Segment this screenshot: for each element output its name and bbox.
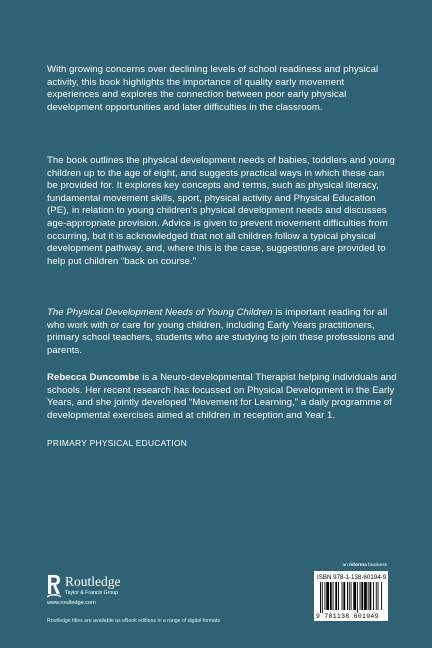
barcode-bar bbox=[322, 582, 323, 613]
publisher-url: www.routledge.com bbox=[47, 600, 96, 606]
author-bio bbox=[47, 372, 397, 422]
isbn-number: ISBN 978-1-138-60194-9 bbox=[317, 574, 387, 581]
barcode-bar bbox=[360, 582, 361, 610]
barcode-bar bbox=[381, 582, 382, 610]
barcode-bar bbox=[330, 582, 332, 610]
routledge-r-icon bbox=[47, 574, 61, 599]
barcode-bar bbox=[378, 582, 379, 610]
barcode-bar bbox=[370, 582, 372, 610]
barcode-bar bbox=[338, 582, 339, 610]
barcode-bar bbox=[342, 582, 343, 610]
audience-text: is important reading for all who work with or care for young children, including Early Years practitioners, primary school teachers, students who are studying to join these professions and parents. bbox=[47, 307, 395, 356]
informa-tagline bbox=[315, 563, 387, 569]
ebook-note: Routledge titles are available as eBook editions in a range of digital formats bbox=[47, 618, 221, 624]
barcode-bar bbox=[347, 582, 348, 610]
blurb-paragraph-intro: With growing concerns over declining levels of school readiness and physical activity, this book highlights the importance of quality early movement experiences and explores the connection between poor early physical development opportunities and later difficulties in the classroom. bbox=[47, 64, 379, 113]
barcode-digits: 9 781138 601949 bbox=[316, 613, 379, 620]
barcode-bar bbox=[357, 582, 358, 613]
publisher-group: Taylor & Francis Group bbox=[65, 590, 119, 596]
informa-prefix: an bbox=[342, 563, 350, 568]
barcode-bar bbox=[320, 582, 321, 613]
barcode-bar bbox=[335, 582, 337, 610]
barcode-bar bbox=[351, 582, 352, 610]
barcode-bar bbox=[364, 582, 367, 610]
barcode-bar bbox=[376, 582, 377, 610]
author-bio-text: is a Neuro-developmental Therapist helping individuals and schools. Her recent research has focussed on Physical Development in the Early Years, and she jointly developed “Movement for Learning,” a daily programme of developmental exercises aimed at children in reception and Year 1. bbox=[47, 372, 397, 421]
barcode-bar bbox=[333, 582, 334, 610]
subject-category: PRIMARY PHYSICAL EDUCATION bbox=[47, 438, 188, 448]
barcode-bar bbox=[349, 582, 350, 610]
book-title: The Physical Development Needs of Young Children bbox=[47, 307, 273, 318]
informa-brand: informa bbox=[349, 563, 367, 568]
barcode-panel bbox=[314, 571, 388, 621]
informa-suffix: business bbox=[366, 563, 387, 568]
barcode-bar bbox=[343, 582, 345, 610]
barcode-bar bbox=[368, 582, 369, 610]
barcode-icon bbox=[316, 582, 386, 613]
barcode-bar bbox=[326, 582, 329, 610]
blurb-paragraph-outline: The book outlines the physical development needs of babies, toddlers and young children up to the age of eight, and suggests practical ways in which these can be provided for. It explores key concepts and terms, such as physical literacy, fundamental movement skills, sport, physical activity and Physical Education (PE), in relation to young children’s physical development needs and discusses age-appropriate provision. Advice is given to prevent movement difficulties from occurring, but it is acknowledged that not all children follow a typical physical development pathway, and, where this is the case, suggestions are provided to help put children “back on course.” bbox=[47, 155, 395, 267]
barcode-bar bbox=[325, 582, 326, 610]
blurb-paragraph-audience bbox=[47, 307, 397, 357]
author-name: Rebecca Duncombe bbox=[47, 372, 140, 383]
publisher-name: Routledge bbox=[65, 574, 121, 589]
barcode-bar bbox=[353, 582, 356, 610]
barcode-bar bbox=[373, 582, 374, 610]
barcode-bar bbox=[361, 582, 363, 610]
